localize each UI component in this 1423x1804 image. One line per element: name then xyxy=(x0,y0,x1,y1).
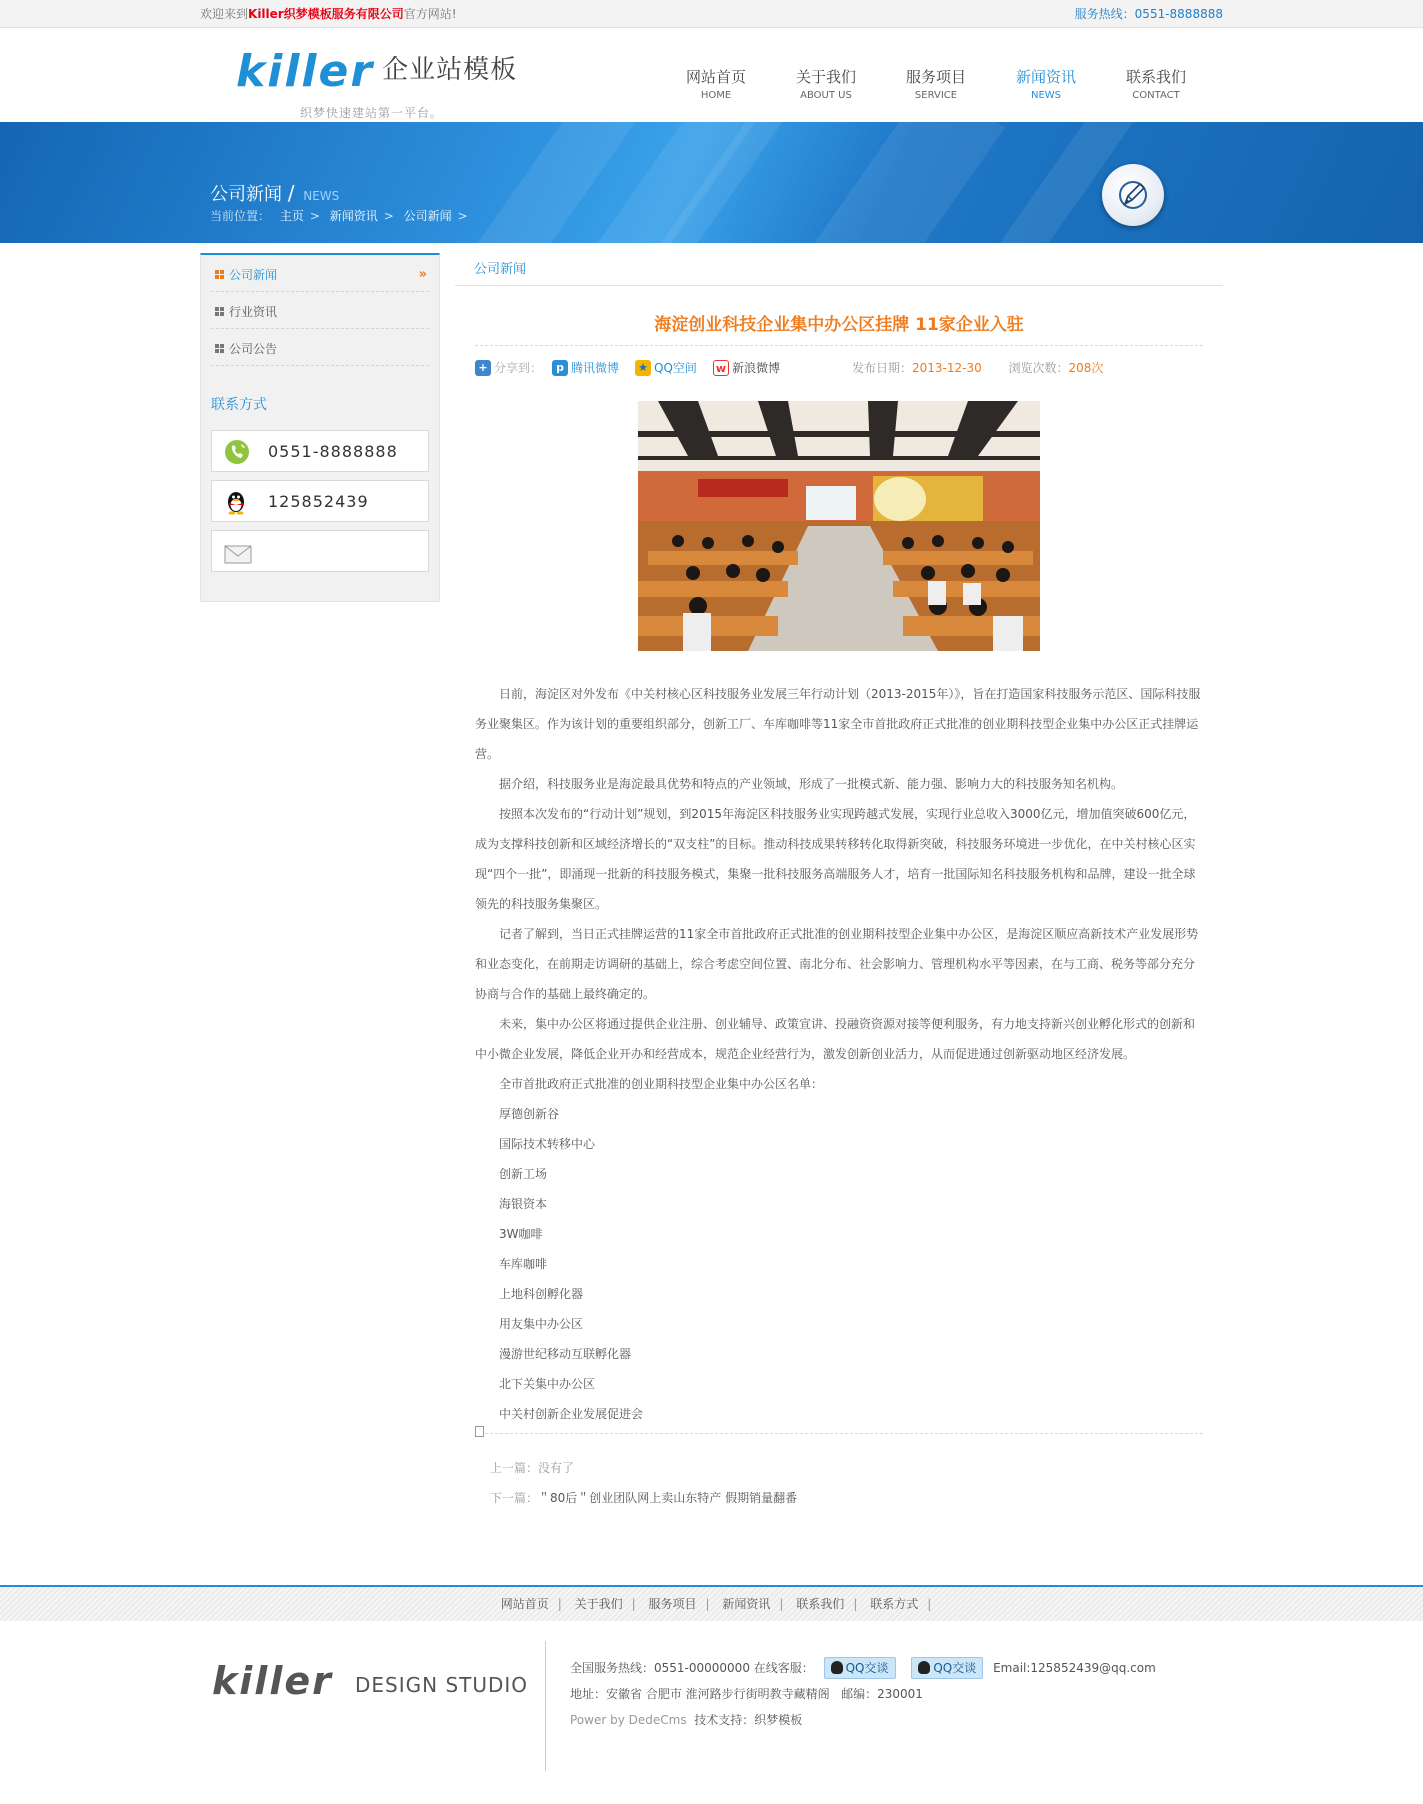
article-paragraph: 据介绍，科技服务业是海淀最具优势和特点的产业领域，形成了一批模式新、能力强、影响力大的科技服务知名机构。 xyxy=(499,777,1124,791)
sidebar-item-label: 公司新闻 xyxy=(229,268,278,282)
footer-studio: DESIGN STUDIO xyxy=(355,1673,529,1697)
article-paragraph: 按照本次发布的“行动计划”规划，到2015年海淀区科技服务业实现跨越式发展，实现行业总收入3000亿元，增加值突破600亿元，成为支撑科技创新和区域经济增长的“双支柱”的目标。推动科技成果转移转化取得新突破，科技服务环境进一步优化，在中关村核心区实现“四个一批”，即涌现一批新的科技服务模式，集聚一批科技服务高端服务人才，培育一批国际知名科技服务机构和品牌，建设一批全球领先的科技服务集聚区。 xyxy=(475,807,1196,911)
footer-nav xyxy=(0,1585,1423,1621)
footer-link-contact[interactable]: 联系我们 xyxy=(796,1597,845,1611)
sidebar-item-company-news[interactable] xyxy=(211,255,429,292)
footer-link-home[interactable]: 网站首页 xyxy=(500,1597,549,1611)
share-label: 分享到： xyxy=(494,361,543,375)
list-item: 车库咖啡 xyxy=(499,1257,548,1271)
footer-sep: | xyxy=(631,1597,636,1611)
views-label: 浏览次数： xyxy=(1008,361,1069,375)
breadcrumb xyxy=(210,207,468,224)
contact-phone-number: 0551-8888888 xyxy=(268,442,398,461)
grid-icon xyxy=(215,344,224,353)
qq-chat-button[interactable] xyxy=(824,1657,896,1679)
footer-address: 地址：安徽省 合肥市 淮河路步行街明教寺藏精阁 xyxy=(570,1687,830,1701)
nav-service[interactable] xyxy=(881,66,991,101)
document-icon xyxy=(475,1426,484,1437)
prev-next xyxy=(490,1453,1203,1513)
article-paragraph: 日前，海淀区对外发布《中关村核心区科技服务业发展三年行动计划（2013-2015年）》，旨在打造国家科技服务示范区、国际科技服务业聚集区。作为该计划的重要组织部分，创新工厂、车库咖啡等11家全市首批政府正式批准的创业期科技型企业集中办公区正式挂牌运营。 xyxy=(475,687,1201,761)
qq-chat-label: QQ交谈 xyxy=(933,1661,977,1675)
company-name[interactable]: Killer织梦模板服务有限公司 xyxy=(248,7,404,21)
list-item: 北下关集中办公区 xyxy=(499,1377,596,1391)
list-item: 3W咖啡 xyxy=(499,1227,543,1241)
double-chevron-icon: » xyxy=(418,267,427,282)
main-nav xyxy=(661,66,1211,101)
footer-link-about[interactable]: 关于我们 xyxy=(574,1597,623,1611)
footer-link-service[interactable]: 服务项目 xyxy=(648,1597,697,1611)
page-banner xyxy=(0,122,1423,243)
prev-article xyxy=(490,1453,1203,1483)
article-paragraph: 记者了解到，当日正式挂牌运营的11家全市首批政府正式批准的创业期科技型企业集中办公区，是海淀区顺应高新技术产业发展形势和业态变化，在前期走访调研的基础上，综合考虑空间位置、南北分布、社会影响力、管理机构水平等因素，在与工商、税务等部分充分协商与合作的基础上最终确定的。 xyxy=(475,927,1199,1001)
view-count: 208次 xyxy=(1068,361,1104,375)
date-label: 发布日期： xyxy=(852,361,913,375)
sidebar-item-industry-news[interactable] xyxy=(211,292,429,329)
top-bar xyxy=(0,0,1423,28)
nav-label-en: CONTACT xyxy=(1132,90,1180,101)
plus-icon: + xyxy=(475,360,491,376)
nav-contact[interactable] xyxy=(1101,66,1211,101)
footer-logo: killer xyxy=(212,1659,333,1703)
site-header xyxy=(200,28,1223,122)
prev-value: 没有了 xyxy=(538,1461,575,1475)
footer-link-contact-info[interactable]: 联系方式 xyxy=(870,1597,919,1611)
footer-power: Power by DedeCms xyxy=(570,1713,687,1727)
publish-date: 2013-12-30 xyxy=(912,361,982,375)
contact-qq-number: 125852439 xyxy=(268,492,369,511)
nav-label: 服务项目 xyxy=(905,68,966,86)
breadcrumb-label: 当前位置： xyxy=(210,209,271,223)
share-tencent-weibo[interactable] xyxy=(552,359,619,376)
sina-weibo-icon: w xyxy=(713,360,729,376)
footer-line-1 xyxy=(570,1655,1156,1681)
article-panel xyxy=(455,253,1223,1513)
grid-icon xyxy=(215,307,224,316)
article-meta xyxy=(475,354,1203,382)
tencent-weibo-icon: p xyxy=(552,360,568,376)
site-footer xyxy=(200,1621,1223,1776)
qq-penguin-icon xyxy=(224,489,248,531)
share-tencent-label: 腾讯微博 xyxy=(571,361,620,375)
share-bar xyxy=(475,359,796,376)
contact-email[interactable] xyxy=(211,530,429,572)
footer-sep: | xyxy=(853,1597,858,1611)
qq-penguin-icon xyxy=(831,1661,843,1674)
list-item: 用友集中办公区 xyxy=(499,1317,584,1331)
site-logo[interactable] xyxy=(236,46,518,120)
service-hotline: 服务热线：0551-8888888 xyxy=(1074,7,1223,21)
section-heading: 公司新闻 xyxy=(455,253,1223,286)
banner-title-en: NEWS xyxy=(303,189,340,203)
nav-home[interactable] xyxy=(661,66,771,101)
list-item: 国际技术转移中心 xyxy=(499,1137,596,1151)
nav-about[interactable] xyxy=(771,66,881,101)
list-item: 厚德创新谷 xyxy=(499,1107,560,1121)
article-divider xyxy=(475,1433,1203,1453)
logo-slogan: 织梦快速建站第一平台。 xyxy=(300,106,444,120)
footer-line-2 xyxy=(570,1681,1156,1707)
list-item: 海银资本 xyxy=(499,1197,548,1211)
share-sina-weibo[interactable] xyxy=(713,359,780,376)
sidebar xyxy=(200,253,440,602)
qq-chat-button[interactable] xyxy=(911,1657,983,1679)
nav-label-en: HOME xyxy=(700,90,732,101)
article-photo xyxy=(638,401,1040,651)
share-more[interactable] xyxy=(475,359,542,376)
footer-tech: 技术支持：织梦模板 xyxy=(694,1713,803,1727)
list-item: 中关村创新企业发展促进会 xyxy=(499,1407,644,1421)
breadcrumb-sep: > xyxy=(383,209,394,223)
nav-label-en: ABOUT US xyxy=(800,90,852,101)
footer-sep: | xyxy=(779,1597,784,1611)
nav-label: 联系我们 xyxy=(1125,68,1186,86)
breadcrumb-sep: > xyxy=(309,209,320,223)
qq-chat-label: QQ交谈 xyxy=(845,1661,889,1675)
banner-title xyxy=(210,180,339,206)
footer-divider xyxy=(545,1641,546,1771)
sidebar-item-label: 行业资讯 xyxy=(229,305,278,319)
grid-icon xyxy=(215,270,224,279)
list-item: 创新工场 xyxy=(499,1167,548,1181)
envelope-icon xyxy=(224,539,252,581)
footer-sep: | xyxy=(927,1597,932,1611)
nav-label: 网站首页 xyxy=(685,68,746,86)
nav-label: 新闻资讯 xyxy=(1015,68,1076,86)
contact-phone xyxy=(211,430,429,472)
footer-hotline: 全国服务热线：0551-00000000 在线客服： xyxy=(570,1661,814,1675)
next-label: 下一篇： xyxy=(490,1491,539,1505)
share-qzone[interactable] xyxy=(635,359,697,376)
footer-email: Email:125852439@qq.com xyxy=(993,1661,1156,1675)
next-article xyxy=(490,1483,1203,1513)
logo-brand: killer xyxy=(236,46,375,97)
footer-line-3 xyxy=(570,1707,1156,1733)
footer-sep: | xyxy=(705,1597,710,1611)
banner-title-cn: 公司新闻 xyxy=(210,184,282,205)
article-paragraph: 未来，集中办公区将通过提供企业注册、创业辅导、政策宣讲、投融资资源对接等便利服务，有力地支持新兴创业孵化形式的创新和中小微企业发展，降低企业开办和经营成本，规范企业经营行为，激发创新创业活力，从而促进通过创新驱动地区经济发展。 xyxy=(475,1017,1196,1061)
nav-news[interactable] xyxy=(991,66,1101,101)
sidebar-item-announcements[interactable] xyxy=(211,329,429,366)
list-item: 上地科创孵化器 xyxy=(499,1287,584,1301)
next-article-link[interactable]: ＂80后＂创业团队网上卖山东特产 假期销量翻番 xyxy=(538,1491,798,1505)
welcome-pre: 欢迎来到 xyxy=(200,7,249,21)
article-paragraph: 全市首批政府正式批准的创业期科技型企业集中办公区名单： xyxy=(499,1077,824,1091)
article-body xyxy=(475,679,1203,1429)
footer-link-news[interactable]: 新闻资讯 xyxy=(722,1597,771,1611)
main-area xyxy=(200,243,1223,1585)
list-item: 漫游世纪移动互联孵化器 xyxy=(499,1347,632,1361)
nav-label-en: SERVICE xyxy=(914,90,958,101)
sidebar-item-label: 公司公告 xyxy=(229,342,278,356)
welcome-post: 官方网站! xyxy=(403,7,457,21)
prev-label: 上一篇： xyxy=(490,1461,539,1475)
breadcrumb-sep: > xyxy=(457,209,468,223)
article-title: 海淀创业科技企业集中办公区挂牌 11家企业入驻 xyxy=(475,310,1203,346)
category-menu xyxy=(201,255,439,366)
qq-penguin-icon xyxy=(918,1661,930,1674)
breadcrumb-home[interactable]: 主页 xyxy=(279,209,304,223)
qzone-star-icon: ★ xyxy=(635,360,651,376)
breadcrumb-news[interactable]: 新闻资讯 xyxy=(329,209,378,223)
logo-subtitle: 企业站模板 xyxy=(382,55,518,85)
nav-label: 关于我们 xyxy=(795,68,856,86)
banner-slash: / xyxy=(287,181,295,205)
publish-info xyxy=(852,359,1103,376)
share-sina-label: 新浪微博 xyxy=(731,361,780,375)
nav-label-en: NEWS xyxy=(1030,90,1062,101)
contact-qq[interactable] xyxy=(211,480,429,522)
share-qzone-label: QQ空间 xyxy=(654,361,697,375)
footer-info xyxy=(570,1655,1156,1733)
footer-sep: | xyxy=(557,1597,562,1611)
phone-icon xyxy=(224,439,250,481)
breadcrumb-company-news[interactable]: 公司新闻 xyxy=(403,209,452,223)
pencil-badge-icon xyxy=(1102,164,1164,226)
contact-title: 联系方式 xyxy=(211,397,267,413)
footer-zip: 邮编：230001 xyxy=(841,1687,923,1701)
